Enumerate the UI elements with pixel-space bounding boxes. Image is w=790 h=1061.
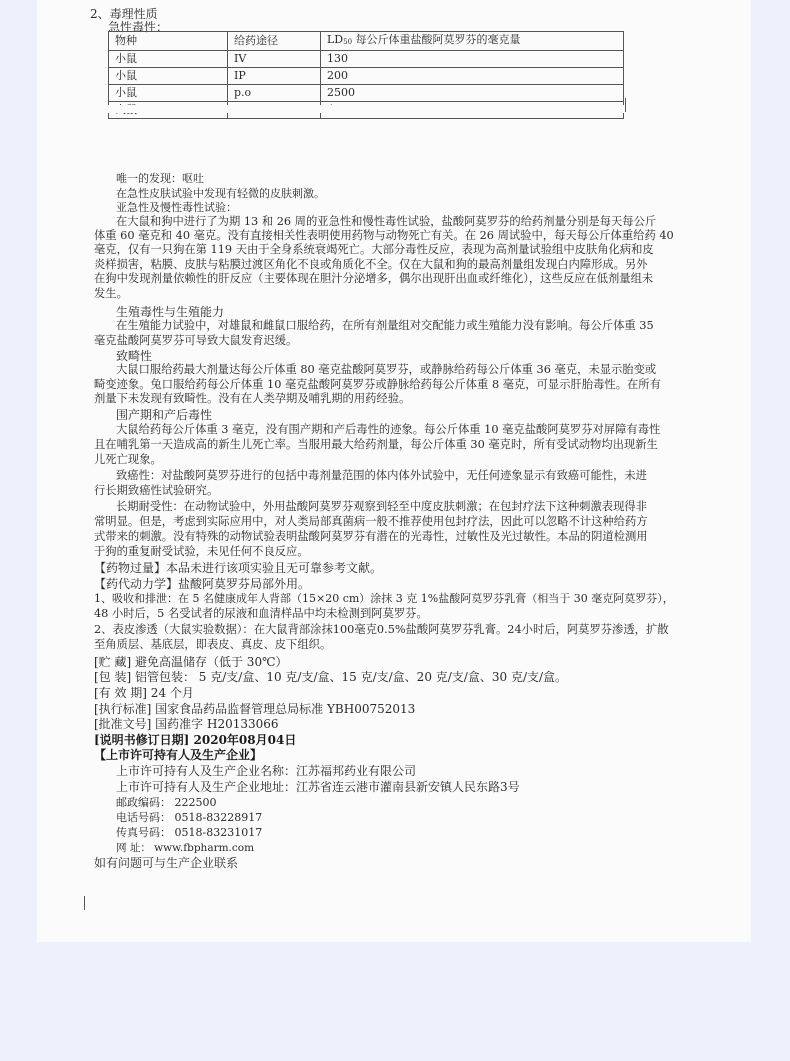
cell-value: 2500 <box>321 85 624 102</box>
text-line: 式带来的刺激。没有特殊的动物试验表明盐酸阿莫罗芬有潜在的光毒性，过敏性及光过敏性。本品的阴道检测用 <box>94 530 648 543</box>
text-line: 儿死亡现象。 <box>94 453 162 466</box>
cell-route: p.o <box>228 85 321 102</box>
text-line: 在生殖能力试验中，对雄鼠和雌鼠口服给药，在所有剂量组对交配能力或生殖能力没有影响。每公斤体重 35 <box>116 319 654 332</box>
cell-species: 小鼠 <box>109 68 228 85</box>
text-line: 发生。 <box>94 287 128 300</box>
text-line: 生殖毒性与生殖能力 <box>116 305 225 319</box>
text-line: 于狗的重复耐受试验，未见任何不良反应。 <box>94 545 309 558</box>
postal-code: 邮政编码： 222500 <box>116 796 217 809</box>
table-edge-line <box>625 98 626 112</box>
holder-heading: 【上市许可持有人及生产企业】 <box>94 748 263 762</box>
section-title: 2、毒理性质 <box>90 7 158 21</box>
acute-toxicity-label: 急性毒性： <box>108 20 169 34</box>
text-line: 且在哺乳第一天造成高的新生儿死亡率。当服用最大给药剂量，每公斤体重 30 毫克时，所有受试动物均出现新生 <box>94 438 658 451</box>
packaging-line: [包 装] 铝管包装： 5 克/支/盒、10 克/支/盒、15 克/支/盒、20 克/支/盒、30 克/支/盒。 <box>94 670 568 684</box>
text-line: 体重 60 毫克和 40 毫克。没有直接相关性表明使用药物与动物死亡有关。在 26 周试验中，每天每公斤体重给药 40 <box>94 229 674 242</box>
text-line: 行长期致癌性试验研究。 <box>94 484 219 497</box>
text-line: 唯一的发现：呕吐 <box>116 172 204 185</box>
storage-line: [贮 藏] 避免高温储存（低于 30℃） <box>94 655 288 669</box>
text-line: 大鼠口服给药最大剂量达每公斤体重 80 毫克盐酸阿莫罗芬，或静脉给药每公斤体重 36 毫克，未显示胎变或 <box>116 363 657 376</box>
cell-species: 小鼠 <box>109 51 228 68</box>
revision-date-line: [说明书修订日期] 2020年08月04日 <box>94 733 297 747</box>
text-line: 围产期和产后毒性 <box>116 408 213 422</box>
table-cut-mask <box>100 105 640 113</box>
text-line: 毫克盐酸阿莫罗芬可导致大鼠发育迟缓。 <box>94 334 298 347</box>
header-species: 物种 <box>109 32 228 51</box>
header-ld50: LD50 每公斤体重盐酸阿莫罗芬的毫克量 <box>321 32 624 51</box>
text-line: 毫克，仅有一只狗在第 119 天由于全身系统衰竭死亡。大部分毒性反应，表现为高剂量试验组中皮肤角化病和皮 <box>94 243 654 256</box>
header-route: 给药途径 <box>228 32 321 51</box>
text-line: 致癌性：对盐酸阿莫罗芬进行的包括中毒剂量范围的体内体外试验中，无任何迹象显示有致癌可能性，未进 <box>116 469 647 482</box>
standard-line: [执行标准] 国家食品药品监督管理总局标准 YBH00752013 <box>94 702 416 716</box>
text-line: 48 小时后，5 名受试者的尿液和血清样品中均未检测到阿莫罗芬。 <box>94 607 428 620</box>
text-line: 长期耐受性：在动物试验中，外用盐酸阿莫罗芬观察到轻至中度皮肤刺激；在包封疗法下这种刺激表现得非 <box>116 500 647 513</box>
text-line: 亚急性及慢性毒性试验： <box>116 201 237 214</box>
table-row <box>109 68 624 85</box>
company-name: 上市许可持有人及生产企业名称：江苏福邦药业有限公司 <box>116 764 417 778</box>
text-line: 大鼠给药每公斤体重 3 毫克，没有围产期和产后毒性的迹象。每公斤体重 10 毫克盐酸阿莫罗芬对屏障有毒性 <box>116 423 661 436</box>
text-line: 致畸性 <box>116 349 153 363</box>
text-line: 至角质层、基底层，即表皮、真皮、皮下组织。 <box>94 638 332 651</box>
cell-route: IV <box>228 51 321 68</box>
text-line: 畸变迹象。兔口服给药每公斤体重 10 毫克盐酸阿莫罗芬或静脉给药每公斤体重 8 毫克，可显示肝胎毒性。在所有 <box>94 378 661 391</box>
cell-route: IP <box>228 68 321 85</box>
company-address: 上市许可持有人及生产企业地址：江苏省连云港市灌南县新安镇人民东路3号 <box>116 780 520 794</box>
cell-value: 130 <box>321 51 624 68</box>
table-row <box>109 51 624 68</box>
table-row <box>109 85 624 102</box>
shelf-life-line: [有 效 期] 24 个月 <box>94 686 194 700</box>
pharmacokinetics-line: 【药代动力学】盐酸阿莫罗芬局部外用。 <box>94 577 311 591</box>
phone-number: 电话号码： 0518-83228917 <box>116 811 263 824</box>
scan-mark <box>84 896 85 910</box>
cell-value: 200 <box>321 68 624 85</box>
text-line: 2、表皮渗透（大鼠实验数据）：在大鼠背部涂抹100毫克0.5%盐酸阿莫罗芬乳膏。24小时后，阿莫罗芬渗透，扩散 <box>94 623 669 636</box>
text-line: 在狗中发现剂量依赖性的肝反应（主要体现在胆汁分泌增多，偶尔出现肝出血或纤维化），这些反应在低剂量组未 <box>94 272 654 285</box>
table-header-row <box>109 32 624 51</box>
text-line: 在大鼠和狗中进行了为期 13 和 26 周的亚急性和慢性毒性试验，盐酸阿莫罗芬的给药剂量分别是每天每公斤 <box>116 215 657 228</box>
text-line: 1、吸收和排泄：在 5 名健康成年人背部（15×20 cm）涂抹 3 克 1%盐酸阿莫罗芬乳膏（相当于 30 毫克阿莫罗芬）， <box>94 592 674 605</box>
fax-number: 传真号码： 0518-83231017 <box>116 826 263 839</box>
overdose-line: 【药物过量】本品未进行该项实验且无可靠参考文献。 <box>94 561 383 575</box>
text-line: 剂量下未发现有致畸性。没有在人类孕期及哺乳期的用药经验。 <box>94 392 411 405</box>
text-line: 在急性皮肤试验中发现有轻微的皮肤刺激。 <box>116 187 325 200</box>
text-line: 炎样损害，粘膜、皮肤与粘膜过渡区角化不良或角质化不全。仅在大鼠和狗的最高剂量组发现白内障形成。另外 <box>94 258 648 271</box>
text-line: 常明显。但是，考虑到实际应用中，对人类局部真菌病一般不推荐使用包封疗法，因此可以忽略不计这种给药方 <box>94 515 648 528</box>
contact-note: 如有问题可与生产企业联系 <box>94 856 239 870</box>
approval-line: [批准文号] 国药准字 H20133066 <box>94 717 279 731</box>
cell-species: 小鼠 <box>109 85 228 102</box>
website: 网 址： www.fbpharm.com <box>116 842 255 854</box>
